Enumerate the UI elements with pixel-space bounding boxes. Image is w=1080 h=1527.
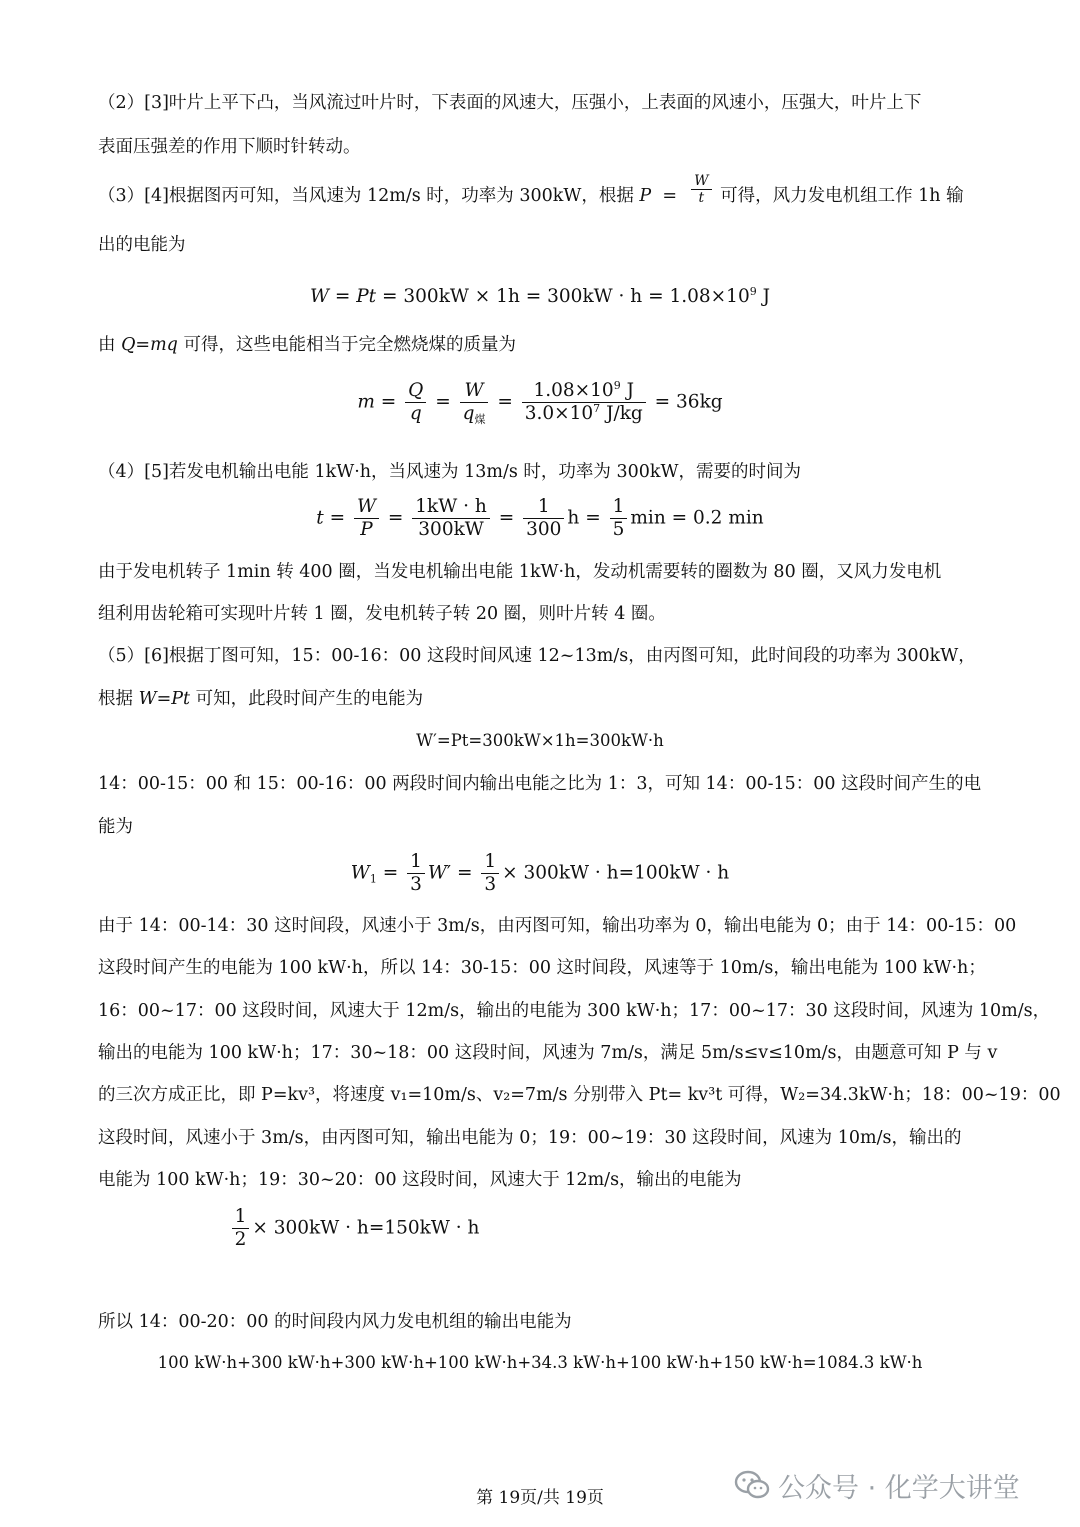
equation-mass: m = $\frac{Q}{q}$ = $\frac{W}{q_煤}$ = $\frac{1.08\times 10^9 J}{3.0\times 10^7 J/kg}$ = 36kg (357, 379, 723, 426)
paragraph-6-line-1: 由于 14：00-14：30 这时间段，风速小于 3m/s，由丙图可知，输出功率为 0，输出电能为 0；由于 14：00-15：00 (98, 916, 1017, 936)
fraction-w-over-t: $\frac{W}{t}$ (691, 173, 711, 206)
paragraph-q-mq: 由 Q=mq 可得，这些电能相当于完全燃烧煤的质量为 (98, 335, 516, 355)
fraction-energy-over-heat-value: $\frac{1.08\times 10^9 J}{3.0\times 10^7 J/kg}$ (522, 380, 646, 425)
page-footer: 第 19页/共 19页 (476, 1488, 604, 1508)
paragraph-6-line-3: 16：00~17：00 这段时间，风速大于 12m/s，输出的电能为 300 kW·h；17：00~17：30 这段时间，风速为 10m/s， (98, 1001, 1051, 1021)
paragraph-6-line-7: 电能为 100 kW·h；19：30~20：00 这段时间，风速大于 12m/s，输出的电能为 (98, 1170, 742, 1190)
paragraph-6-line-6: 这段时间，风速小于 3m/s，由丙图可知，输出电能为 0；19：00~19：30 这段时间，风速为 10m/s，输出的 (98, 1128, 962, 1148)
paragraph-4-line-3: 组利用齿轮箱可实现叶片转 1 圈，发电机转子转 20 圈，则叶片转 4 圈。 (98, 604, 666, 624)
fraction-w-over-qmei: $\frac{W}{q_煤}$ (460, 380, 489, 425)
watermark: 公众号 · 化学大讲堂 (734, 1465, 1020, 1505)
equation-total: 100 kW·h+300 kW·h+300 kW·h+100 kW·h+34.3 kW·h+100 kW·h+150 kW·h=1084.3 kW·h (157, 1353, 923, 1372)
equation-w1: $W_1$ = $\frac{1}{3}$ W′ = $\frac{1}{3}$ × 300kW · h=100kW · h (350, 851, 730, 895)
wechat-icon (734, 1470, 770, 1500)
equation-half: $\frac{1}{2}$ × 300kW · h=150kW · h (0, 1206, 894, 1251)
paragraph-5-line-4: 能为 (98, 817, 133, 837)
equation-w-prime: W′=Pt=300kW×1h=300kW·h (416, 731, 664, 750)
paragraph-6-line-2: 这段时间产生的电能为 100 kW·h，所以 14：30-15：00 这时间段，风速等于 10m/s，输出电能为 100 kW·h； (98, 958, 986, 978)
paragraph-3-line-2: 出的电能为 (98, 235, 186, 255)
fraction-q-over-q: $\frac{Q}{q}$ (405, 380, 426, 425)
equation-time: t = $\frac{W}{P}$ = $\frac{1kW \cdot h}{300kW}$ = $\frac{1}{300}$ h = $\frac{1}{5}$ min = 0.2 min (316, 496, 764, 540)
paragraph-6-line-5: 的三次方成正比，即 P=kv³，将速度 v₁=10m/s、v₂=7m/s 分别带入 Pt= kv³t 可得，W₂=34.3kW·h；18：00~19：00 (98, 1085, 1061, 1105)
paragraph-2-line-1: （2）[3]叶片上平下凸，当风流过叶片时，下表面的风速大，压强小，上表面的风速小，压强大，叶片上下 (98, 93, 922, 113)
paragraph-3-line-1: （3）[4]根据图丙可知，当风速为 12m/s 时，功率为 300kW，根据 P = $\frac{W}{t}$ 可得，风力发电机组工作 1h 输 (98, 173, 964, 206)
equation-energy: $W = Pt = 300kW \times 1h = 300kW \cdot h = 1.08\times 10^9$ J (309, 285, 771, 307)
paragraph-5-line-3: 14：00-15：00 和 15：00-16：00 两段时间内输出电能之比为 1：3，可知 14：00-15：00 这段时间产生的电 (98, 774, 982, 794)
paragraph-5-line-2: 根据 W=Pt 可知，此段时间产生的电能为 (98, 689, 424, 709)
paragraph-5-line-1: （5）[6]根据丁图可知，15：00-16：00 这段时间风速 12~13m/s，由丙图可知，此时间段的功率为 300kW， (98, 646, 976, 666)
paragraph-4-line-2: 由于发电机转子 1min 转 400 圈，当发电机输出电能 1kW·h，发动机需要转的圈数为 80 圈，又风力发电机 (98, 562, 942, 582)
paragraph-2-line-2: 表面压强差的作用下顺时针转动。 (98, 137, 361, 157)
paragraph-7-line-1: 所以 14：00-20：00 的时间段内风力发电机组的输出电能为 (98, 1312, 572, 1332)
paragraph-4-line-1: （4）[5]若发电机输出电能 1kW·h，当风速为 13m/s 时，功率为 300kW，需要的时间为 (98, 462, 801, 482)
paragraph-6-line-4: 输出的电能为 100 kW·h；17：30~18：00 这段时间，风速为 7m/s，满足 5m/s≤v≤10m/s，由题意可知 P 与 v (98, 1043, 998, 1063)
